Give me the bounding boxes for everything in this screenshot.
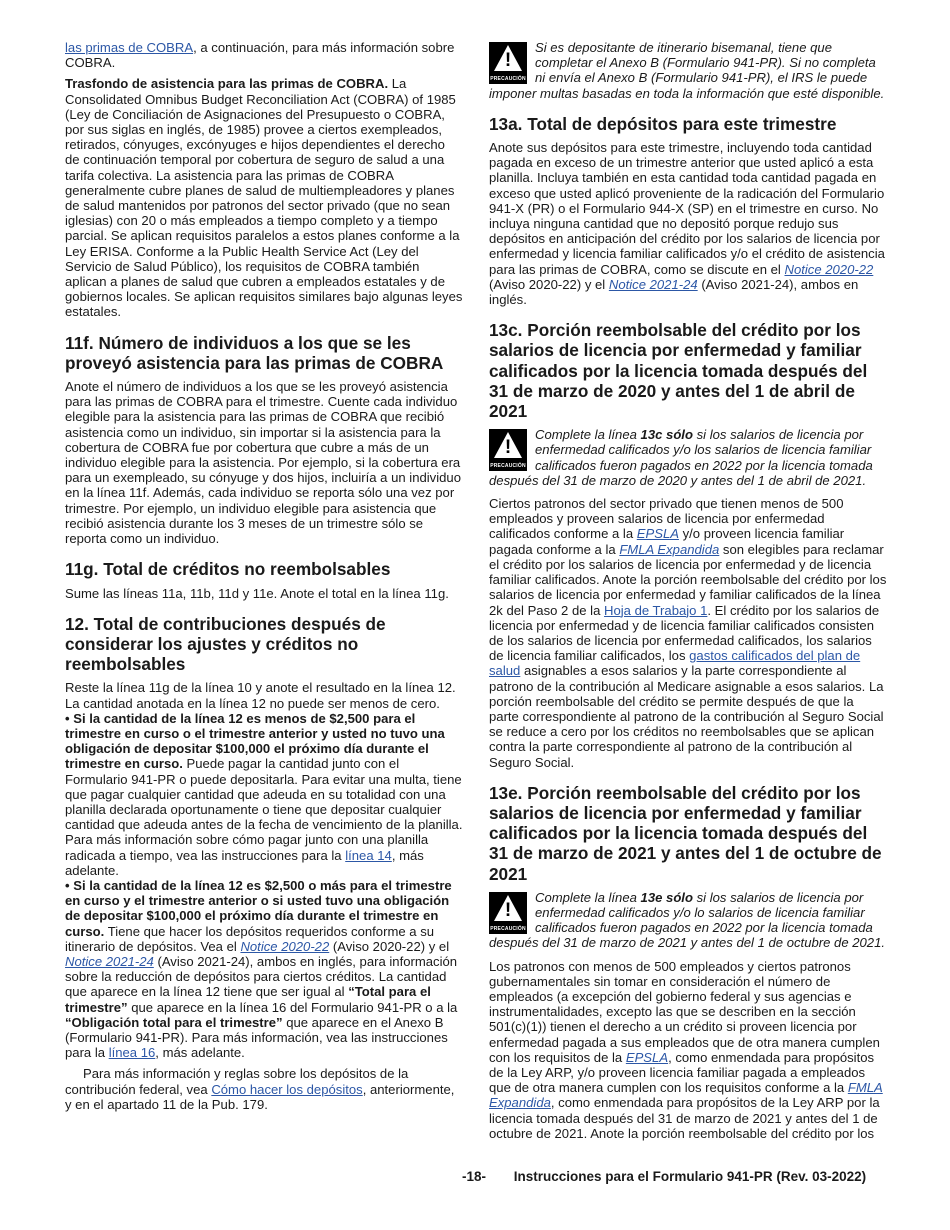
page-number: -18- xyxy=(462,1169,487,1184)
worksheet-1-link[interactable]: Hoja de Trabajo 1 xyxy=(604,602,708,618)
bullet-1: • Si la cantidad de la línea 12 es menos de $2,500 para el trimestre en curso o el trimestre anterior y usted no tuvo una obligación de depositar $100,000 el próximo día durante el trimestre en curso. Puede pagar la cantidad junto con el Formulario 941-PR o puede depositarla. Para evitar una multa, tiene que pagar cualquier cantidad que adeuda en su totalidad con una planilla declarada oportunamente o tiene que depositar cualquier cantidad que adeuda antes de la fecha de vencimiento de la planilla. Para más información sobre cómo pagar junto con una planilla radicada a tiempo, vea las instrucciones para la línea 14, más adelante. xyxy=(65,710,463,878)
caution-13e: ! PRECAUCIÓN Complete la línea 13e sólo si los salarios de licencia por enfermedad calificados y/o lo salarios de licencia familiar calificados fueron pagados en 2022 por la licencia tomada después del 31 de marzo de 2021 y antes del 1 de octubre de 2021. xyxy=(489,889,886,951)
right-column xyxy=(489,40,887,1147)
final-paragraph: Para más información y reglas sobre los depósitos de la contribución federal, vea Cómo hacer los depósitos, anteriormente, y en el apartado 11 de la Pub. 179. xyxy=(65,1066,455,1112)
notice-2021-24-link-right[interactable]: Notice 2021-24 xyxy=(608,276,698,292)
page-footer xyxy=(462,1169,866,1184)
line-14-link[interactable]: línea 14 xyxy=(345,847,392,863)
heading-13c: 13c. Porción reembolsable del crédito por los salarios de licencia por enfermedad y familiar calificados por la licencia tomada después del 31 de marzo de 2020 y antes del 1 de abril de 2021 xyxy=(489,320,868,422)
health-plan-expenses-link[interactable]: gastos calificados del plan de salud xyxy=(489,648,861,679)
cobra-run-in-heading: Trasfondo de asistencia para las primas de COBRA. xyxy=(65,76,389,92)
caution-13c: ! PRECAUCIÓN Complete la línea 13c sólo si los salarios de licencia por enfermedad calificados y/o los salarios de licencia familiar calificados fueron pagados en 2022 por la licencia tomada después del 31 de marzo de 2020 y antes del 1 de abril de 2021. xyxy=(489,427,873,488)
left-column xyxy=(65,40,463,1118)
paragraph-13c: Ciertos patronos del sector privado que tienen menos de 500 empleados y proveen salarios de licencia por enfermedad calificados conforme a la EPSLA y/o proveen licencia familiar pagada conforme a la FMLA Expandida son elegibles para reclamar el crédito por los salarios de licencia por enfermedad y de licencia familiar calificados. Anote la porción reembolsable del crédito por los salarios de licencia por enfermedad y familiar calificados de la línea 2k del Paso 2 de la Hoja de Trabajo 1. El crédito por los salarios de licencia por enfermedad y de licencia familiar calificados consisten de los salarios de licencia por enfermedad calificados, los salarios de licencia familiar calificados, los gastos calificados del plan de salud asignables a esos salarios y la parte correspondiente al patrono de la contribución al Medicare asignable a esos salarios. La porción reembolsable del crédito se permite después de que la parte correspondiente al patrono de la contribución al Seguro Social se reduce a cero por los créditos no reembolsables que se aplican contra la parte correspondiente al patrono de la contribución al Seguro Social. xyxy=(489,496,887,770)
cobra-premiums-link[interactable]: las primas de COBRA xyxy=(65,40,194,55)
paragraph-11f: Anote el número de individuos a los que se les proveyó asistencia para las primas de COBRA para el trimestre. Cuente cada individuo elegible para la asistencia para las primas de COBRA que recibió asistencia como un individuo, sin importar si la asistencia para la cobertura de COBRA fue por cobertura que cubre a más de un individuo elegible para la asistencia. Por ejemplo, si la cobertura era para un exempleado, su cónyuge y dos hijos, incluiría a un individuo en la línea 11f. Además, cada individuo se reporta sólo una vez por trimestre. Por ejemplo, un individuo elegible para asistencia que recibió asistencia durante los 3 meses de un trimestre sólo se reporta como un individuo. xyxy=(65,379,461,547)
notice-2021-24-link[interactable]: Notice 2021-24 xyxy=(65,953,154,969)
heading-13a: 13a. Total de depósitos para este trimestre xyxy=(489,113,837,134)
epsla-link[interactable]: EPSLA xyxy=(636,526,679,542)
caution-biweekly: ! PRECAUCIÓN Si es depositante de itinerario bisemanal, tiene que completar el Anexo B (Formulario 941-PR). Si no completa ni envía el Anexo B (Formulario 941-PR), el IRS le puede imponer multas basadas en toda la información que esté disponible. xyxy=(489,40,885,101)
paragraph-12: Reste la línea 11g de la línea 10 y anote el resultado en la línea 12. La cantidad anotada en la línea 12 no puede ser menos de cero. xyxy=(65,680,456,711)
heading-13e: 13e. Porción reembolsable del crédito por los salarios de licencia por enfermedad y familiar calificados por la licencia tomada después del 31 de marzo de 2021 y antes del 1 de octubre de 2021 xyxy=(489,782,882,884)
heading-12: 12. Total de contribuciones después de considerar los ajustes y créditos no reembolsables xyxy=(65,613,386,675)
intro-paragraph: las primas de COBRA, a continuación, para más información sobre COBRA. xyxy=(65,40,455,71)
heading-11g: 11g. Total de créditos no reembolsables xyxy=(65,559,391,580)
bullet-2: • Si la cantidad de la línea 12 es $2,500 o más para el trimestre en curso y el trimestre anterior o si usted tuvo una obligación de depositar $100,000 el próximo día durante el trimestre en curso. Tiene que hacer los depósitos requeridos conforme a su itinerario de depósitos. Vea el Notice 2020-22 (Aviso 2020-22) y el Notice 2021-24 (Aviso 2021-24), ambos en inglés, para información sobre la reducción de depósitos para ciertos créditos. La cantidad que aparece en la línea 12 tiene que ser igual al “Total para el trimestre” que aparece en la línea 16 del Formulario 941-PR o a la “Obligación total para el trimestre” que aparece en el Anexo B (Formulario 941-PR). Para más información, vea las instrucciones para la línea 16, más adelante. xyxy=(65,877,458,1061)
notice-2020-22-link-right[interactable]: Notice 2020-22 xyxy=(784,261,874,277)
paragraph-13e: Los patronos con menos de 500 empleados y ciertos patronos gubernamentales sin tomar en consideración el número de empleados (a excepción del gobierno federal y sus agencias e instrumentalidades, excepto las que se describen en la sección 501(c)(1)) tienen el derecho a un crédito si proveen licencia por enfermedad pagada a sus empleados que de otra manera cumplen con los requisitos de la EPSLA, como enmendada para propósitos de la Ley ARP, y/o proveen licencia familiar pagada a empleados que de otra manera cumplen con los requisitos conforme a la FMLA Expandida, como enmendada para propósitos de la Ley ARP por la licencia tomada después del 31 de marzo de 2021 y antes del 1 de octubre de 2021. Anote la porción reembolsable del crédito por los xyxy=(489,958,883,1141)
paragraph-11g: Sume las líneas 11a, 11b, 11d y 11e. Anote el total en la línea 11g. xyxy=(65,585,449,601)
notice-2020-22-link[interactable]: Notice 2020-22 xyxy=(240,938,330,954)
fmla-expandida-link-13e[interactable]: FMLA Expandida xyxy=(489,1080,883,1111)
line-16-link[interactable]: línea 16 xyxy=(108,1045,156,1061)
footer-title: Instrucciones para el Formulario 941-PR (Rev. 03-2022) xyxy=(513,1169,867,1184)
caution-icon: ! PRECAUCIÓN xyxy=(489,42,527,84)
cobra-background-paragraph: Trasfondo de asistencia para las primas de COBRA. La Consolidated Omnibus Budget Reconciliation Act (COBRA) of 1985 (Ley de Conciliación de Asignaciones del Presupuesto o COBRA, por sus siglas en inglés, de 1985) provee a ciertos exempleados, retirados, cónyuges, excónyuges e hijos dependientes el derecho de continuación temporal por cobertura de seguro de salud a una tarifa colectiva. La asistencia para las primas de COBRA generalmente cubre planes de salud de multiempleadores y planes de salud mantenidos por patronos del sector privado (que no sean iglesias) con 20 o más empleados a tiempo completo y a tiempo parcial. Se aplican requisitos paralelos a estos planes conforme a la Ley ERISA. Conforme a la Public Health Service Act (Ley del Servicio de Salud Público), los requisitos de COBRA también aplican a planes de salud que cubren a empleados estatales y de gobiernos locales. Se aplican requisitos similares bajo algunas leyes estatales. xyxy=(65,76,463,320)
deposits-link[interactable]: Cómo hacer los depósitos xyxy=(211,1081,363,1097)
heading-11f: 11f. Número de individuos a los que se les proveyó asistencia para las primas de COBRA xyxy=(65,332,444,373)
fmla-expandida-link[interactable]: FMLA Expandida xyxy=(619,541,720,557)
epsla-link-13e[interactable]: EPSLA xyxy=(625,1049,669,1065)
caution-icon: ! PRECAUCIÓN xyxy=(489,429,527,471)
paragraph-13a: Anote sus depósitos para este trimestre, incluyendo toda cantidad pagada en exceso de un trimestre anterior que usted aplicó a esta planilla. Incluya también en esta cantidad toda cantidad pagada en exceso que usted aplicó proveniente de la radicación del Formulario 941-X (PR) o el Formulario 944-X (SP) en el trimestre en curso. No incluya ninguna cantidad que no depositó porque redujo sus depósitos en anticipación del crédito por los salarios de licencia por enfermedad y licencia familiar calificados y/o el crédito de asistencia para las primas de COBRA, como se discute en el Notice 2020-22 (Aviso 2020-22) y el Notice 2021-24 (Aviso 2021-24), ambos en inglés. xyxy=(489,140,885,308)
caution-icon: ! PRECAUCIÓN xyxy=(489,892,527,934)
